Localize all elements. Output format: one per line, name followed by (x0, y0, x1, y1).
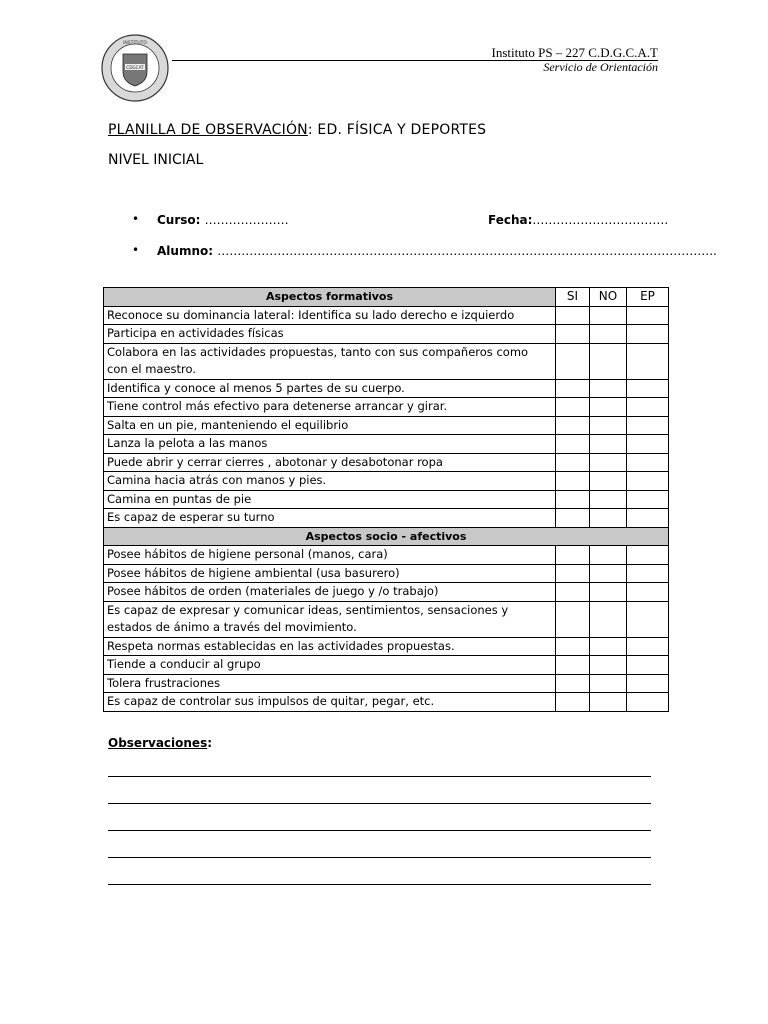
check-cell-ep[interactable] (627, 472, 669, 491)
check-cell-no[interactable] (590, 306, 627, 325)
check-cell-no[interactable] (590, 509, 627, 528)
aspect-label: Es capaz de esperar su turno (104, 509, 556, 528)
check-cell-no[interactable] (590, 435, 627, 454)
header-info (492, 45, 659, 75)
fecha-label: Fecha: (488, 213, 533, 227)
table-row (104, 546, 669, 565)
section-header-row (104, 288, 669, 307)
table-row (104, 416, 669, 435)
table-row (104, 674, 669, 693)
check-cell-no[interactable] (590, 343, 627, 379)
check-cell-si[interactable] (556, 490, 590, 509)
institution-name: Instituto PS – 227 C.D.G.C.A.T (491, 45, 658, 60)
section-title: Aspectos formativos (104, 288, 556, 307)
aspect-label: Identifica y conoce al menos 5 partes de su cuerpo. (104, 379, 556, 398)
check-cell-no[interactable] (590, 416, 627, 435)
check-cell-ep[interactable] (627, 637, 669, 656)
check-cell-si[interactable] (556, 637, 590, 656)
fecha-value: ……………………………. (532, 213, 669, 227)
check-cell-no[interactable] (590, 490, 627, 509)
check-cell-si[interactable] (556, 343, 590, 379)
check-cell-si[interactable] (556, 453, 590, 472)
check-cell-ep[interactable] (627, 343, 669, 379)
check-cell-ep[interactable] (627, 693, 669, 712)
table-row (104, 693, 669, 712)
service-name: Servicio de Orientación (543, 60, 658, 74)
aspect-label: Respeta normas establecidas en las actividades propuestas. (104, 637, 556, 656)
aspect-label: Lanza la pelota a las manos (104, 435, 556, 454)
aspect-label: Es capaz de expresar y comunicar ideas, sentimientos, sensaciones y estados de ánimo a través del movimiento. (104, 601, 556, 637)
check-cell-no[interactable] (590, 637, 627, 656)
aspect-label: Tiene control más efectivo para detenerse arrancar y girar. (104, 398, 556, 417)
check-cell-si[interactable] (556, 435, 590, 454)
observaciones-line (108, 830, 651, 831)
check-cell-si[interactable] (556, 398, 590, 417)
check-cell-ep[interactable] (627, 656, 669, 675)
bullet-icon: • (132, 243, 140, 257)
check-cell-no[interactable] (590, 693, 627, 712)
observaciones-title: Observaciones (108, 736, 208, 750)
table-row (104, 490, 669, 509)
check-cell-ep[interactable] (627, 509, 669, 528)
check-cell-ep[interactable] (627, 601, 669, 637)
check-cell-si[interactable] (556, 509, 590, 528)
table-row (104, 509, 669, 528)
check-cell-ep[interactable] (627, 379, 669, 398)
observation-table (103, 287, 669, 712)
check-cell-si[interactable] (556, 416, 590, 435)
check-cell-si[interactable] (556, 656, 590, 675)
check-cell-no[interactable] (590, 546, 627, 565)
table-row (104, 656, 669, 675)
alumno-field (157, 244, 717, 258)
table-row (104, 306, 669, 325)
table-row (104, 472, 669, 491)
check-cell-si[interactable] (556, 306, 590, 325)
check-cell-no[interactable] (590, 601, 627, 637)
check-cell-ep[interactable] (627, 398, 669, 417)
aspect-label: Reconoce su dominancia lateral: Identifica su lado derecho e izquierdo (104, 306, 556, 325)
svg-text:INSTITUTO: INSTITUTO (123, 41, 147, 46)
aspect-label: Posee hábitos de higiene ambiental (usa basurero) (104, 564, 556, 583)
aspect-label: Puede abrir y cerrar cierres , abotonar y desabotonar ropa (104, 453, 556, 472)
aspect-label: Es capaz de controlar sus impulsos de quitar, pegar, etc. (104, 693, 556, 712)
observaciones-line (108, 857, 651, 858)
page-subtitle: NIVEL INICIAL (108, 152, 204, 168)
check-cell-si[interactable] (556, 601, 590, 637)
aspect-label: Posee hábitos de orden (materiales de juego y /o trabajo) (104, 583, 556, 602)
check-cell-no[interactable] (590, 453, 627, 472)
table-row (104, 379, 669, 398)
section-title: Aspectos socio - afectivos (104, 527, 669, 546)
check-cell-si[interactable] (556, 674, 590, 693)
observaciones-label (108, 736, 212, 750)
section-header-row (104, 527, 669, 546)
table-row (104, 583, 669, 602)
curso-value: ………………… (204, 213, 289, 227)
check-cell-ep[interactable] (627, 674, 669, 693)
check-cell-si[interactable] (556, 546, 590, 565)
column-header-si: SI (556, 288, 590, 307)
check-cell-no[interactable] (590, 379, 627, 398)
observaciones-suffix: : (207, 736, 213, 750)
check-cell-si[interactable] (556, 472, 590, 491)
table-row (104, 564, 669, 583)
table-row (104, 325, 669, 344)
alumno-label: Alumno: (157, 244, 214, 258)
check-cell-ep[interactable] (627, 583, 669, 602)
alumno-value: …………………………………………………………………………………………………………….. (217, 244, 717, 258)
column-header-no: NO (590, 288, 627, 307)
check-cell-no[interactable] (590, 674, 627, 693)
check-cell-ep[interactable] (627, 546, 669, 565)
table-row (104, 343, 669, 379)
check-cell-ep[interactable] (627, 435, 669, 454)
svg-text:CDGCAT: CDGCAT (126, 65, 144, 70)
aspect-label: Camina hacia atrás con manos y pies. (104, 472, 556, 491)
check-cell-ep[interactable] (627, 306, 669, 325)
check-cell-si[interactable] (556, 583, 590, 602)
curso-label: Curso: (157, 213, 201, 227)
aspect-label: Salta en un pie, manteniendo el equilibrio (104, 416, 556, 435)
aspect-label: Participa en actividades físicas (104, 325, 556, 344)
observaciones-line (108, 884, 651, 885)
observaciones-line (108, 776, 651, 777)
check-cell-si[interactable] (556, 693, 590, 712)
institution-logo (101, 34, 169, 102)
fecha-field (488, 213, 668, 227)
table-row (104, 398, 669, 417)
check-cell-si[interactable] (556, 325, 590, 344)
check-cell-no[interactable] (590, 325, 627, 344)
check-cell-ep[interactable] (627, 325, 669, 344)
check-cell-si[interactable] (556, 379, 590, 398)
check-cell-no[interactable] (590, 398, 627, 417)
observaciones-line (108, 803, 651, 804)
aspect-label: Colabora en las actividades propuestas, tanto con sus compañeros como con el maestro. (104, 343, 556, 379)
column-header-ep: EP (627, 288, 669, 307)
check-cell-ep[interactable] (627, 490, 669, 509)
title-underlined: PLANILLA DE OBSERVACIÓN (108, 122, 308, 138)
check-cell-no[interactable] (590, 564, 627, 583)
aspect-label: Tolera frustraciones (104, 674, 556, 693)
table-row (104, 453, 669, 472)
aspect-label: Tiende a conducir al grupo (104, 656, 556, 675)
check-cell-no[interactable] (590, 583, 627, 602)
curso-field (157, 213, 289, 227)
table-row (104, 435, 669, 454)
check-cell-ep[interactable] (627, 416, 669, 435)
table-row (104, 601, 669, 637)
page-title (108, 122, 486, 138)
check-cell-no[interactable] (590, 656, 627, 675)
aspect-label: Posee hábitos de higiene personal (manos, cara) (104, 546, 556, 565)
bullet-icon: • (132, 212, 140, 226)
check-cell-si[interactable] (556, 564, 590, 583)
check-cell-no[interactable] (590, 472, 627, 491)
check-cell-ep[interactable] (627, 453, 669, 472)
title-rest: : ED. FÍSICA Y DEPORTES (307, 122, 487, 138)
table-row (104, 637, 669, 656)
check-cell-ep[interactable] (627, 564, 669, 583)
aspect-label: Camina en puntas de pie (104, 490, 556, 509)
